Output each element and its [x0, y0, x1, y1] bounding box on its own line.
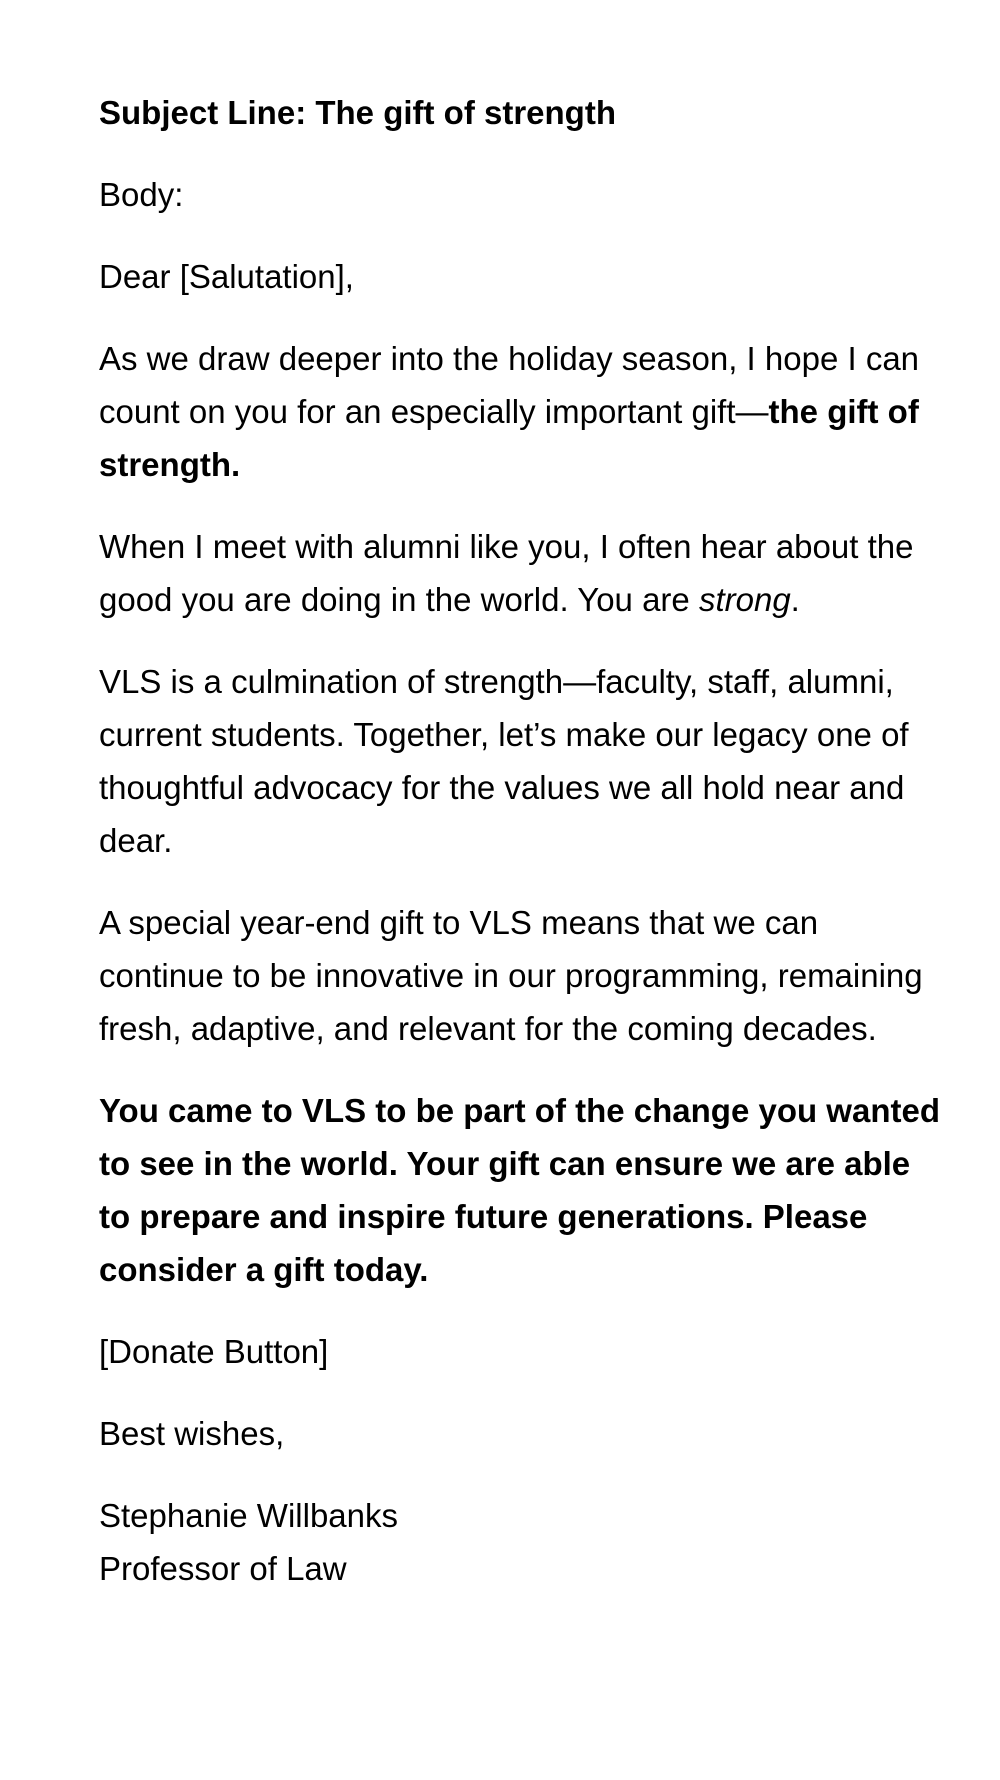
- paragraph-holiday-gift-emphasis: the gift of strength.: [99, 393, 919, 483]
- paragraph-alumni: [99, 520, 940, 626]
- paragraph-culmination: VLS is a culmination of strength—faculty, staff, alumni, current students. Together, let’s make our legacy one of thoughtful advocacy for the values we all hold near and dear.: [99, 663, 909, 859]
- paragraph-year-end-gift: A special year-end gift to VLS means that we can continue to be innovative in our programming, remaining fresh, adaptive, and relevant for the coming decades.: [99, 904, 923, 1047]
- closing: Best wishes,: [99, 1415, 285, 1452]
- paragraph-alumni-end: .: [790, 581, 800, 618]
- donate-button-placeholder: [Donate Button]: [99, 1333, 329, 1370]
- signature-block: [99, 1489, 940, 1595]
- subject-line: Subject Line: The gift of strength: [99, 94, 616, 131]
- signer-title: Professor of Law: [99, 1550, 347, 1587]
- paragraph-holiday-gift: [99, 332, 940, 491]
- paragraph-holiday-gift-text: As we draw deeper into the holiday season, I hope I can count on you for an especially important gift—: [99, 340, 920, 430]
- paragraph-alumni-text: When I meet with alumni like you, I often hear about the good you are doing in the world. You are: [99, 528, 914, 618]
- paragraph-alumni-emphasis: strong: [698, 581, 791, 618]
- paragraph-call-to-action: You came to VLS to be part of the change you wanted to see in the world. Your gift can ensure we are able to prepare and inspire future generations. Please consider a gift today.: [99, 1092, 940, 1288]
- body-label: Body:: [99, 176, 184, 213]
- salutation: Dear [Salutation],: [99, 258, 354, 295]
- signer-name: Stephanie Willbanks: [99, 1497, 398, 1534]
